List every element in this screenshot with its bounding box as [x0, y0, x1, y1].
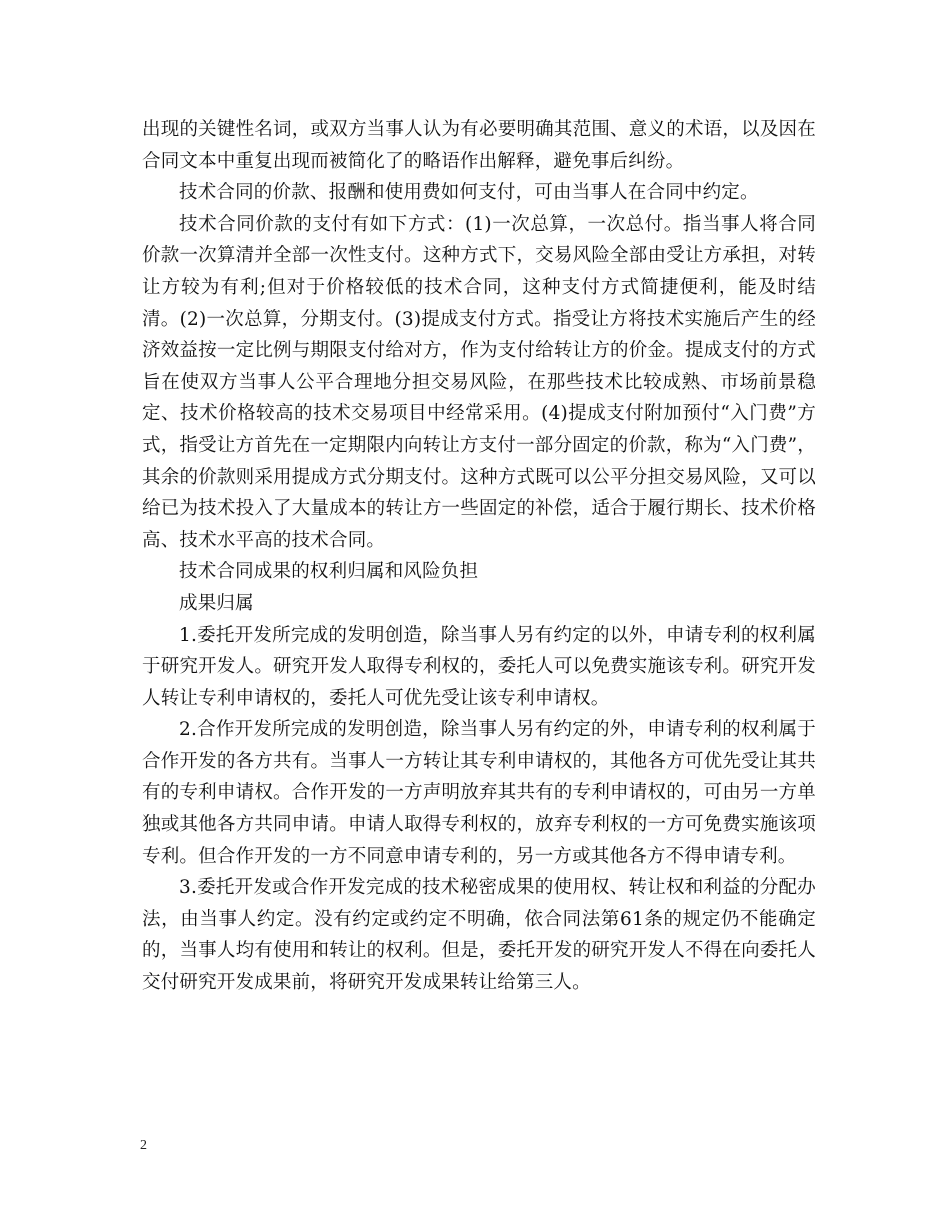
subsection-heading-ownership: 成果归属: [179, 592, 254, 614]
paragraph-payment-agreement: 技术合同的价款、报酬和使用费如何支付，可由当事人在合同中约定。: [179, 182, 759, 204]
paragraph-item-3: 3.委托开发或合作开发完成的技术秘密成果的使用权、转让权和利益的分配办法，由当事人约定。没有约定或约定不明确，依合同法第61条的规定仍不能确定的，当事人均有使用和转让的权利。但是，委托开发的研究开发人不得在向委托人交付研究开发成果前，将研究开发成果转让给第三人。: [142, 877, 816, 994]
paragraph-item-1: 1.委托开发所完成的发明创造，除当事人另有约定的以外，申请专利的权利属于研究开发人。研究开发人取得专利权的，委托人可以免费实施该专利。研究开发人转让专利申请权的，委托人可优先受让该专利申请权。: [142, 624, 816, 709]
section-heading-rights: 技术合同成果的权利归属和风险负担: [179, 561, 479, 583]
paragraph-payment-methods: 技术合同价款的支付有如下方式：(1)一次总算，一次总付。指当事人将合同价款一次算清并全部一次性支付。这种方式下，交易风险全部由受让方承担，对转让方较为有利;但对于价格较低的技术合同，这种支付方式简捷便利，能及时结清。(2)一次总算，分期支付。(3)提成支付方式。指受让方将技术实施后产生的经济效益按一定比例与期限支付给对方，作为支付给转让方的价金。提成支付的方式旨在使双方当事人公平合理地分担交易风险，在那些技术比较成熟、市场前景稳定、技术价格较高的技术交易项目中经常采用。(4)提成支付附加预付“入门费”方式，指受让方首先在一定期限内向转让方支付一部分固定的价款，称为“入门费”，其余的价款则采用提成方式分期支付。这种方式既可以公平分担交易风险，又可以给已为技术投入了大量成本的转让方一些固定的补偿，适合于履行期长、技术价格高、技术水平高的技术合同。: [142, 213, 816, 551]
document-body: [142, 114, 816, 999]
paragraph-item-2: 2.合作开发所完成的发明创造，除当事人另有约定的外，申请专利的权利属于合作开发的各方共有。当事人一方转让其专利申请权的，其他各方可优先受让其共有的专利申请权。合作开发的一方声明放弃其共有的专利申请权的，可由另一方单独或其他各方共同申请。申请人取得专利权的，放弃专利权的一方可免费实施该项专利。但合作开发的一方不同意申请专利的，另一方或其他各方不得申请专利。: [142, 719, 816, 867]
paragraph-continuation: 出现的关键性名词，或双方当事人认为有必要明确其范围、意义的术语，以及因在合同文本中重复出现而被简化了的略语作出解释，避免事后纠纷。: [142, 119, 816, 172]
page-number: 2: [140, 1138, 147, 1153]
